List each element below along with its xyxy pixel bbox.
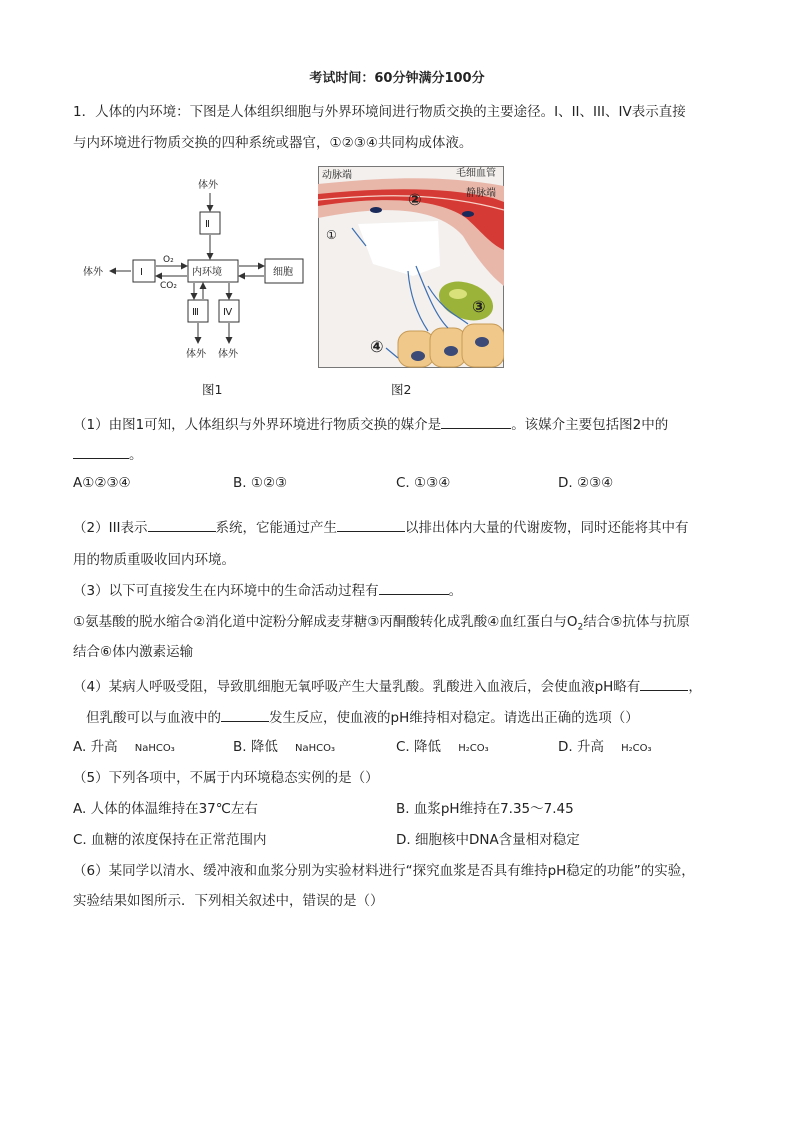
sub3-line2 bbox=[73, 610, 690, 633]
sub1-option-c: C. ①③④ bbox=[396, 475, 451, 491]
sub4-option-a-label: A. 升高 bbox=[73, 739, 118, 755]
sub1-option-b: B. ①②③ bbox=[233, 475, 288, 491]
sub3-blank bbox=[379, 582, 449, 595]
sub4-option-c-label: C. 降低 bbox=[396, 739, 442, 755]
sub1-blank-2 bbox=[73, 446, 129, 459]
sub4-option-d bbox=[558, 735, 652, 755]
fig1-box4-label: Ⅳ bbox=[223, 307, 233, 318]
sub2-blank-2 bbox=[337, 519, 405, 532]
sub4-text-b: ， bbox=[688, 679, 702, 695]
sub4-option-b-chem: NaHCO₃ bbox=[295, 743, 336, 754]
sub4-line2-b: 发生反应，使血液的pH维持相对稳定。请选出正确的选项（） bbox=[269, 710, 639, 726]
fig1-co2-label: CO₂ bbox=[160, 281, 177, 291]
fig2-label-3: ③ bbox=[472, 297, 486, 316]
sub4-option-a bbox=[73, 735, 175, 755]
sub5-stem: （5）下列各项中，不属于内环境稳态实例的是（） bbox=[73, 770, 379, 786]
sub5-option-a: A. 人体的体温维持在37℃左右 bbox=[73, 801, 258, 817]
sub3-text-a: （3）以下可直接发生在内环境中的生命活动过程有 bbox=[73, 583, 379, 599]
sub5-option-c: C. 血糖的浓度保持在正常范围内 bbox=[73, 832, 267, 848]
sub1-blank-1 bbox=[441, 416, 511, 429]
sub2-blank-1 bbox=[148, 519, 216, 532]
sub4-line2-a: 但乳酸可以与血液中的 bbox=[86, 710, 221, 726]
fig1-top-outside-label: 体外 bbox=[198, 180, 218, 191]
sub3-text-b: 。 bbox=[448, 583, 463, 599]
sub4-blank-1 bbox=[640, 678, 688, 691]
sub1-line2 bbox=[73, 443, 143, 463]
fig1-box1-label: Ⅰ bbox=[140, 267, 143, 278]
figure2-caption: 图2 bbox=[391, 382, 412, 397]
sub1-option-d: D. ②③④ bbox=[558, 475, 614, 491]
sub4-option-b bbox=[233, 735, 335, 755]
fig1-box2-label: Ⅱ bbox=[205, 219, 210, 230]
sub5-option-b: B. 血浆pH维持在7.35～7.45 bbox=[396, 801, 574, 817]
sub4-option-c bbox=[396, 735, 489, 755]
sub1-text-a: （1）由图1可知，人体组织与外界环境进行物质交换的媒介是 bbox=[73, 417, 442, 433]
sub5-option-d: D. 细胞核中DNA含量相对稳定 bbox=[396, 832, 580, 848]
sub4-blank-2 bbox=[221, 709, 269, 722]
sub4-option-b-label: B. 降低 bbox=[233, 739, 278, 755]
sub3-line1 bbox=[73, 579, 462, 599]
fig2-capillary-label: 毛细血管 bbox=[456, 168, 496, 179]
sub4-option-a-chem: NaHCO₃ bbox=[134, 743, 175, 754]
sub1-text-b: 。该媒介主要包括图2中的 bbox=[511, 417, 669, 433]
fig2-label-4: ④ bbox=[370, 337, 384, 356]
sub6-line2: 实验结果如图所示．下列相关叙述中，错误的是（） bbox=[73, 893, 384, 909]
fig1-bottom-outside-2: 体外 bbox=[218, 349, 238, 360]
sub4-line2 bbox=[86, 706, 639, 726]
sub2-text-b: 系统，它能通过产生 bbox=[215, 520, 338, 536]
sub1-text-c: 。 bbox=[129, 447, 143, 463]
exam-header: 考试时间：60分钟满分100分 bbox=[309, 71, 485, 86]
sub4-option-c-chem: H₂CO₃ bbox=[458, 743, 489, 754]
sub3-line2-b: 结合⑤抗体与抗原 bbox=[583, 614, 690, 630]
sub6-line1: （6）某同学以清水、缓冲液和血浆分别为实验材料进行“探究血浆是否具有维持pH稳定的功能”的实验， bbox=[73, 863, 695, 879]
fig1-bottom-outside-1: 体外 bbox=[186, 349, 206, 360]
sub4-line1 bbox=[73, 675, 702, 695]
figure1-caption: 图1 bbox=[202, 382, 223, 397]
figure2-diagram bbox=[318, 166, 504, 368]
sub4-option-d-chem: H₂CO₃ bbox=[621, 743, 652, 754]
fig2-arterial-end-label: 动脉端 bbox=[322, 170, 352, 181]
sub1-option-a: A①②③④ bbox=[73, 475, 131, 491]
fig1-center-label: 内环境 bbox=[192, 267, 222, 278]
sub3-line3: 结合⑥体内激素运输 bbox=[73, 644, 194, 660]
fig2-label-1: ① bbox=[326, 228, 337, 242]
sub1-line1 bbox=[73, 413, 668, 433]
sub2-text-c: 以排出体内大量的代谢废物，同时还能将其中有 bbox=[405, 520, 689, 536]
fig1-cell-label: 细胞 bbox=[273, 267, 293, 278]
sub3-line2-a: ①氨基酸的脱水缩合②消化道中淀粉分解成麦芽糖③丙酮酸转化成乳酸④血红蛋白与O bbox=[73, 614, 578, 630]
fig2-venous-end-label: 静脉端 bbox=[466, 188, 496, 199]
figure1-diagram bbox=[78, 175, 308, 365]
sub3-line2-sub: 2 bbox=[577, 622, 584, 633]
sub2-line1 bbox=[73, 516, 689, 536]
fig1-o2-label: O₂ bbox=[163, 255, 174, 265]
sub4-text-a: （4）某病人呼吸受阻，导致肌细胞无氧呼吸产生大量乳酸。乳酸进入血液后，会使血液pH略有 bbox=[73, 679, 641, 695]
fig1-box3-label: Ⅲ bbox=[192, 307, 199, 318]
fig2-label-2: ② bbox=[408, 190, 422, 209]
sub2-text-a: （2）III表示 bbox=[73, 520, 148, 536]
sub4-option-d-label: D. 升高 bbox=[558, 739, 604, 755]
q1-stem-line1: 1．人体的内环境：下图是人体组织细胞与外界环境间进行物质交换的主要途径。I、II、III、IV表示直接 bbox=[73, 104, 686, 120]
q1-stem-line2: 与内环境进行物质交换的四种系统或器官，①②③④共同构成体液。 bbox=[73, 135, 473, 151]
fig1-left-outside-label: 体外 bbox=[83, 267, 103, 278]
sub2-line2: 用的物质重吸收回内环境。 bbox=[73, 552, 235, 568]
